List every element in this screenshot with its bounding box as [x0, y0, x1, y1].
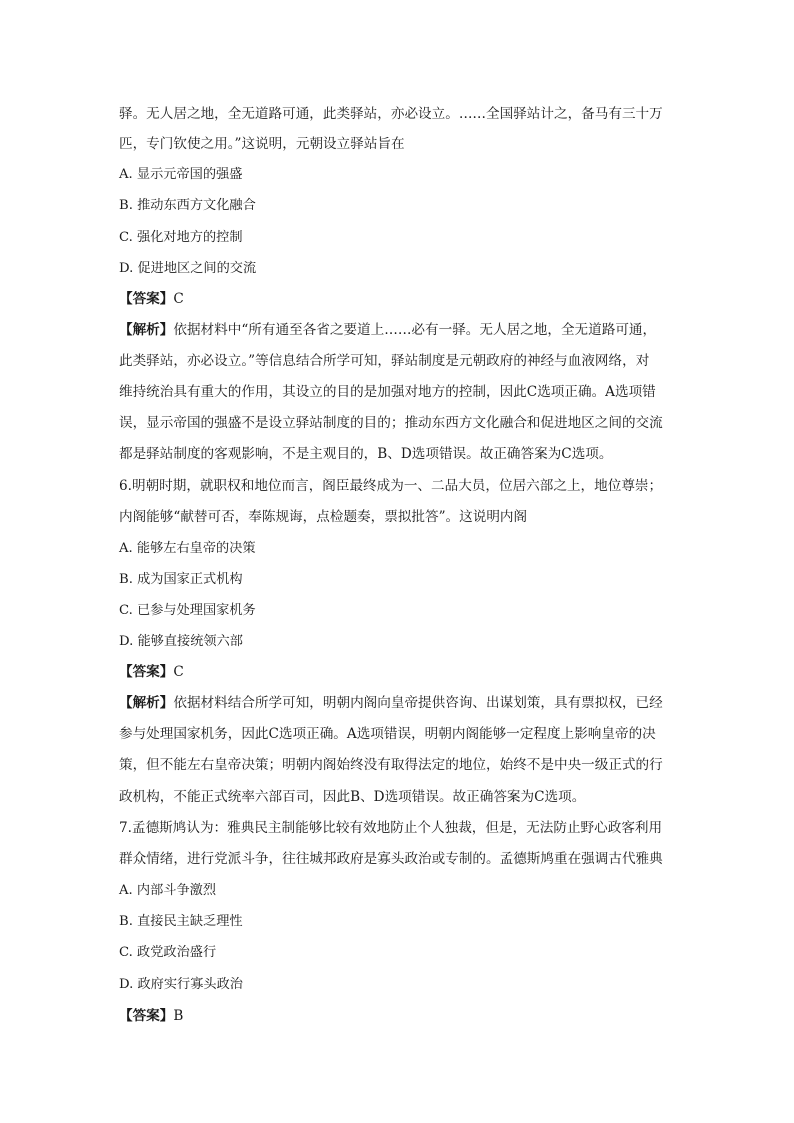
q6-analysis-line-2: 参与处理国家机务，因此C选项正确。A选项错误，明朝内阁能够一定程度上影响皇帝的决: [119, 726, 656, 742]
q6-analysis-line-3: 策，但不能左右皇帝决策；明朝内阁始终没有取得法定的地位，始终不是中央一级正式的行: [119, 757, 663, 773]
q5-answer: [119, 289, 679, 309]
q5-option-d: D. 促进地区之间的交流: [119, 261, 257, 276]
q7-option-a: A. 内部斗争激烈: [119, 883, 217, 898]
q5-stem-line-1: 驿。无人居之地，全无道路可通，此类驿站，亦必设立。……全国驿站计之，备马有三十万: [119, 106, 663, 122]
q5-analysis-line-5: 都是驿站制度的客观影响，不是主观目的，B、D选项错误。故正确答案为C选项。: [119, 446, 613, 462]
q7-stem-line-1: 7.孟德斯鸠认为：雅典民主制能够比较有效地防止个人独裁，但是，无法防止野心政客利用: [119, 820, 663, 836]
q6-answer-tag: 【答案】: [119, 664, 174, 680]
q6-analysis-line-1: [119, 693, 679, 713]
q6-option-c: C. 已参与处理国家机务: [119, 603, 256, 618]
q5-analysis-line-4: 误，显示帝国的强盛不是设立驿站制度的目的；推动东西方文化融合和促进地区之间的交流: [119, 415, 663, 431]
q5-option-b: B. 推动东西方文化融合: [119, 198, 256, 213]
q7-option-d: D. 政府实行寡头政治: [119, 977, 243, 992]
q5-analysis-text-1: 依据材料中“所有通至各省之要道上……必有一驿。无人居之地，全无道路可通，: [173, 322, 657, 338]
q5-answer-value: C: [173, 291, 184, 307]
q7-option-c: C. 政党政治盛行: [119, 945, 217, 960]
q5-analysis-tag: 【解析】: [119, 322, 174, 338]
q7-stem-line-2: 群众情绪，进行党派斗争，往往城邦政府是寡头政治或专制的。孟德斯鸠重在强调古代雅典: [119, 851, 663, 867]
q6-analysis-line-4: 政机构，不能正式统率六部百司，因此B、D选项错误。故正确答案为C选项。: [119, 789, 586, 805]
q6-stem-line-1: 6.明朝时期，就职权和地位而言，阁臣最终成为一、二品大员，位居六部之上，地位尊崇；: [119, 478, 663, 494]
q5-stem-line-2: 匹，专门钦使之用。”这说明，元朝设立驿站旨在: [119, 136, 405, 152]
q5-analysis-line-3: 维持统治具有重大的作用，其设立的目的是加强对地方的控制，因此C选项正确。A选项错: [119, 384, 656, 400]
q6-analysis-tag: 【解析】: [119, 695, 174, 711]
q6-analysis-text-1: 依据材料结合所学可知，明朝内阁向皇帝提供咨询、出谋划策，具有票拟权，已经: [173, 695, 663, 711]
q7-option-b: B. 直接民主缺乏理性: [119, 914, 243, 929]
q7-answer: [119, 1006, 679, 1026]
q6-answer-value: C: [173, 664, 184, 680]
q6-option-a: A. 能够左右皇帝的决策: [119, 541, 256, 556]
q5-analysis-line-2: 此类驿站，亦必设立。”等信息结合所学可知，驿站制度是元朝政府的神经与血液网络，对: [119, 353, 650, 369]
q6-option-d: D. 能够直接统领六部: [119, 634, 243, 649]
q7-answer-value: B: [173, 1008, 184, 1024]
q7-answer-tag: 【答案】: [119, 1008, 174, 1024]
q5-option-a: A. 显示元帝国的强盛: [119, 167, 243, 182]
q6-answer: [119, 662, 679, 682]
q5-answer-tag: 【答案】: [119, 291, 174, 307]
q6-option-b: B. 成为国家正式机构: [119, 572, 243, 587]
q6-stem-line-2: 内阁能够“献替可否，奉陈规诲，点检题奏，票拟批答”。这说明内阁: [119, 509, 528, 525]
q5-analysis-line-1: [119, 320, 679, 340]
q5-option-c: C. 强化对地方的控制: [119, 230, 243, 245]
